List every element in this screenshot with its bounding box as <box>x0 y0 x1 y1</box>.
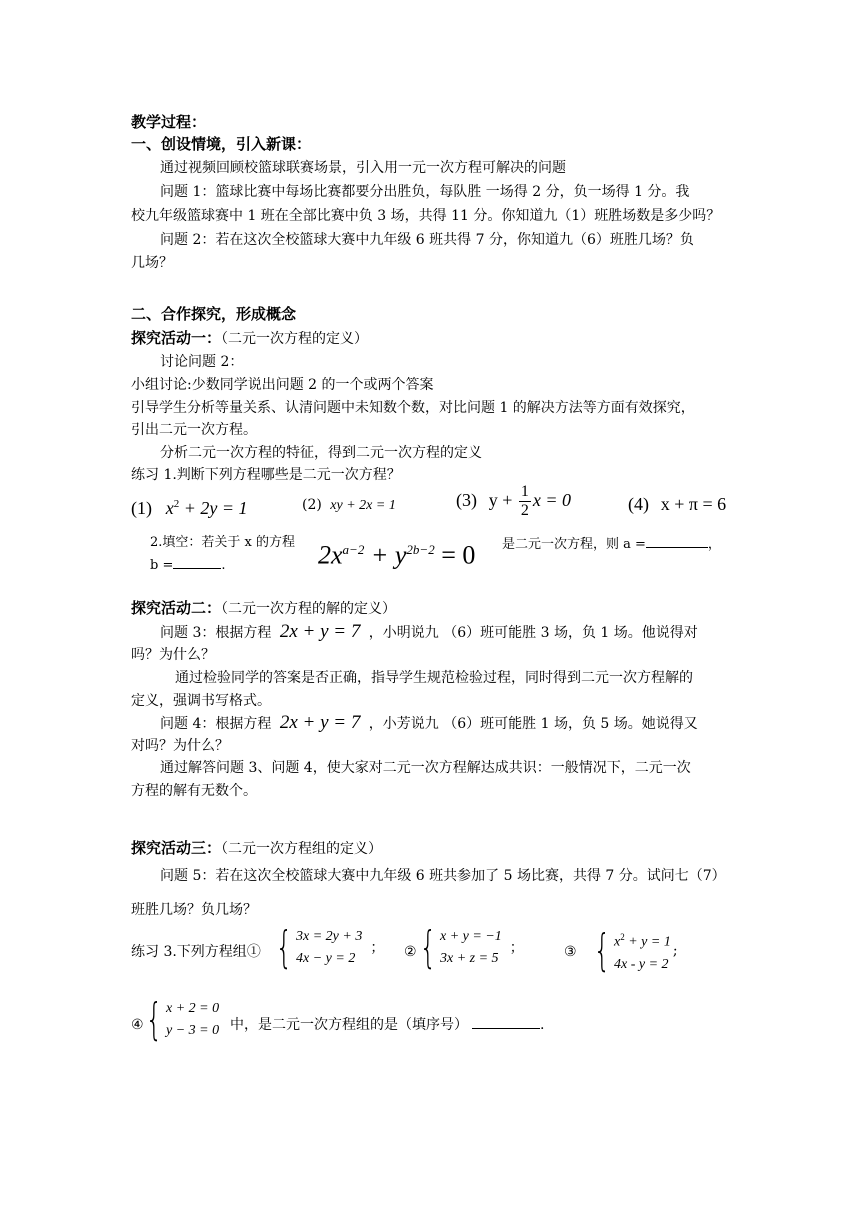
question3-line2: 吗？为什么？ <box>131 647 215 663</box>
activity1-line: 讨论问题 2： <box>160 354 244 370</box>
question3-equation: 2x + y = 7 <box>279 621 361 642</box>
exercise1-item-2 <box>302 493 396 518</box>
question4-text: 问题 4：根据方程 <box>160 716 272 732</box>
consensus-line: 通过解答问题 3、问题 4，使大家对二元一次方程解达成共识：一般情况下，二元一次 <box>160 760 691 776</box>
equation: $x^2 + 2y = 1$ <box>165 498 248 518</box>
answer-blank-b[interactable] <box>173 554 221 569</box>
activity1-title: 探究活动一： <box>131 329 222 347</box>
item-marker-2: ② <box>404 944 417 960</box>
system-3: { $x^2 + y = 1$ 4x - y = 2 ; <box>593 924 678 976</box>
exercise2-text: 是二元一次方程，则 a = <box>502 537 646 552</box>
activity1-line: 引导学生分析等量关系、认清问题中未知数个数，对比问题 1 的解决方法等方面有效探究， <box>131 400 695 416</box>
item-marker-3: ③ <box>564 944 577 960</box>
exercise1-prompt: 练习 1.判断下列方程哪些是二元一次方程？ <box>131 467 401 483</box>
section1-line: 问题 2：若在这次全校篮球大赛中九年级 6 班共得 7 分，你知道九（6）班胜几场？负 <box>160 232 694 248</box>
exercise3-question <box>230 1014 544 1035</box>
exercise2-line1-tail <box>502 533 721 555</box>
brace-icon: { <box>593 924 611 976</box>
activity1-subtitle: （二元一次方程的定义） <box>221 331 369 347</box>
exercise3-prompt <box>131 942 261 962</box>
exercise2-prompt: 2.填空：若关于 x 的方程 <box>150 535 295 550</box>
answer-blank-systems[interactable] <box>472 1014 540 1029</box>
item-number: (3) <box>456 490 477 510</box>
exercise1-item-4 <box>628 490 726 519</box>
question3-text: 问题 3：根据方程 <box>160 625 272 641</box>
exercise2-line2 <box>150 554 226 576</box>
exercise2-text: b = <box>150 558 174 573</box>
activity1-line: 引出二元一次方程。 <box>131 422 257 438</box>
question4-line1 <box>160 713 698 734</box>
question5-line1: 问题 5：若在这次全校篮球大赛中九年级 6 班共参加了 5 场比赛，共得 7 分。试问七（7） <box>160 868 726 884</box>
item-marker: ① <box>246 944 261 960</box>
activity2-subtitle: （二元一次方程的解的定义） <box>221 601 397 617</box>
section1-line: 通过视频回顾校篮球联赛场景，引入用一元一次方程可解决的问题 <box>160 160 566 176</box>
activity3-title: 探究活动三： <box>131 839 222 857</box>
question4-text: ，小芳说九 （6）班可能胜 1 场，负 5 场。她说得又 <box>368 716 698 732</box>
punct: . <box>540 1017 545 1033</box>
section1-line: 几场？ <box>131 255 173 271</box>
exercise1-item-3 <box>456 480 571 521</box>
equation-part: x = 0 <box>532 490 572 510</box>
exercise1-item-1 <box>131 490 248 523</box>
equation: x + π = 6 <box>660 494 727 514</box>
section1-title: 一、创设情境，引入新课： <box>131 135 312 153</box>
heading-teaching-process: 教学过程： <box>131 113 207 131</box>
activity3-heading <box>131 838 382 859</box>
question3-text: ，小明说九 （6）班可能胜 3 场，负 1 场。他说得对 <box>368 625 698 641</box>
item-number: (1) <box>131 498 152 518</box>
exercise3-text: 练习 3.下列方程组 <box>131 944 247 960</box>
brace-icon: { <box>419 922 437 973</box>
question3-line1 <box>160 622 698 643</box>
check-line: 通过检验同学的答案是否正确，指导学生规范检验过程，同时得到二元一次方程解的 <box>175 670 693 686</box>
item-marker-4: ④ <box>131 1017 144 1033</box>
question4-equation: 2x + y = 7 <box>279 712 361 733</box>
activity1-heading <box>131 328 368 349</box>
brace-icon: { <box>275 922 293 973</box>
system-1: { 3x = 2y + 3 4x − y = 2 ； <box>275 922 385 973</box>
answer-blank-a[interactable] <box>646 533 708 548</box>
consensus-line: 方程的解有无数个。 <box>131 783 257 799</box>
activity3-subtitle: （二元一次方程组的定义） <box>221 841 383 857</box>
question4-line2: 对吗？为什么？ <box>131 738 229 754</box>
brace-icon: { <box>145 994 163 1045</box>
check-line: 定义，强调书写格式。 <box>131 693 271 709</box>
item-number: (2) <box>302 497 322 513</box>
section1-line: 问题 1：篮球比赛中每场比赛都要分出胜负，每队胜 一场得 2 分，负一场得 1 分。我 <box>160 184 690 200</box>
punct: ， <box>707 537 721 552</box>
exercise2-line1 <box>150 533 295 553</box>
activity1-line: 小组讨论:少数同学说出问题 2 的一个或两个答案 <box>131 377 434 393</box>
system-2: { x + y = −1 3x + z = 5 ； <box>419 922 524 973</box>
punct: . <box>221 558 226 573</box>
activity2-heading <box>131 598 396 619</box>
system-4: { x + 2 = 0 y − 3 = 0 <box>145 994 220 1045</box>
equation: xy + 2x = 1 <box>330 498 396 513</box>
question5-line2: 班胜几场？负几场？ <box>131 902 257 918</box>
fraction: $\frac{1}{2}$ <box>520 482 529 519</box>
item-number: (4) <box>628 494 649 514</box>
equation-part: y + <box>488 490 517 510</box>
activity2-title: 探究活动二： <box>131 599 222 617</box>
activity1-line: 分析二元一次方程的特征，得到二元一次方程的定义 <box>160 445 482 461</box>
exercise3-text: 中，是二元一次方程组的是（填序号） <box>230 1017 468 1033</box>
section1-line: 校九年级篮球赛中 1 班在全部比赛中负 3 场，共得 11 分。你知道九（1）班胜场数是多少吗？ <box>131 208 721 224</box>
exercise2-equation: $2x^{a-2} + y^{2b-2} = 0$ <box>318 540 476 570</box>
section2-title: 二、合作探究，形成概念 <box>131 305 297 323</box>
